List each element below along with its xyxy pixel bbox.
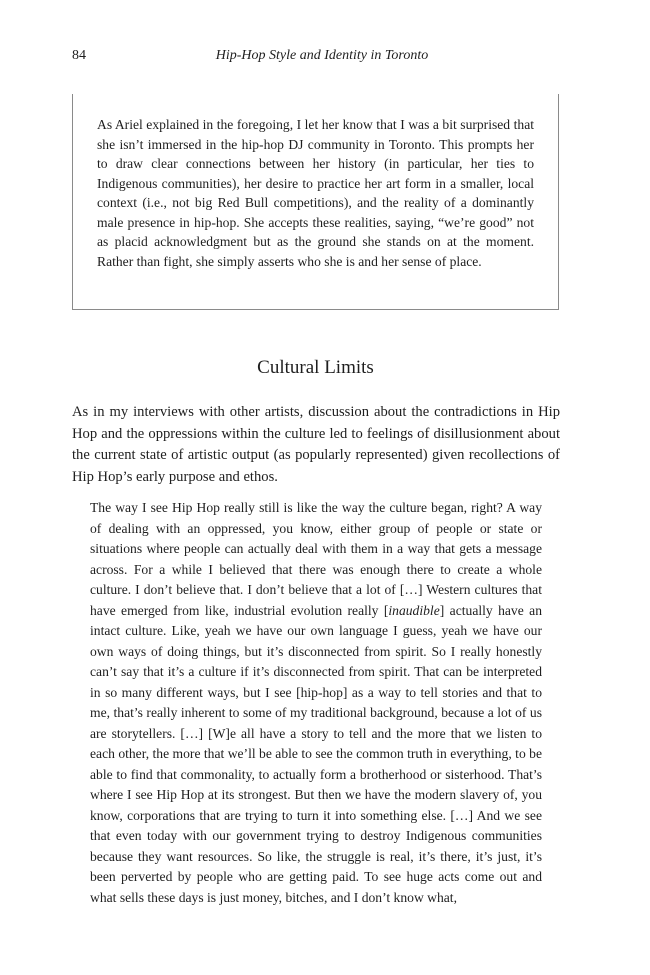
block-quote <box>90 498 542 908</box>
running-head <box>72 48 562 66</box>
section-heading: Cultural Limits <box>257 357 374 378</box>
running-title: Hip-Hop Style and Identity in Toronto <box>215 48 429 63</box>
quote-text-end: ] actually have an intact culture. Like, yeah we have our own language I guess, yeah we have our own ways of doing things, but it’s disconnected from spirit. So I really honestly can’t say that it’s a culture if it’s disconnected from spirit. That can be interpreted in so many different ways, but I see [hip-hop] as a way to tell stories and that to me, that’s really inherent to some of my traditional background, because a lot of us are storytellers. […] [W]e all have a story to tell and the more that we listen to each other, the more that we’ll be able to see the common truth in everything, to be able to find that commonality, to actually form a brotherhood or sisterhood. That’s where I see Hip Hop at its strongest. But then we have the modern slavery of, you know, corporations that are trying to turn it into something else. […] And we see that even today with our government trying to destroy Indigenous communities because they want resources. So like, the struggle is real, it’s there, it’s just, it’s been perverted by people who are getting paid. To see huge acts come out and what sells these days is just money, bitches, and I don’t know what, <box>90 602 542 905</box>
boxed-note <box>72 94 559 310</box>
quote-inaudible-note: inaudible <box>388 602 440 618</box>
body-paragraph: As in my interviews with other artists, discussion about the contradictions in Hip Hop and the oppressions within the culture led to feelings of disillusionment about the current state of artistic output (as popularly represented) given recollections of Hip Hop’s early purpose and ethos. <box>72 404 560 485</box>
quote-text-start: The way I see Hip Hop really still is like the way the culture began, right? A way of dealing with an oppressed, you know, either group of people or state or situations where people can actually deal with them in a way that gets a message across. For a while I believed that there was enough there to create a whole culture. I don’t believe that. I don’t believe that a lot of […] Western cultures that have emerged from like, industrial evolution really [ <box>90 500 542 618</box>
boxed-note-text: As Ariel explained in the foregoing, I let her know that I was a bit surprised that she isn’t immersed in the hip-hop DJ community in Toronto. This prompts her to draw clear connections between her history (in particular, her ties to Indigenous communities), her desire to practice her art form in a smaller, local context (i.e., not big Red Bull competitions), and the reality of a dominantly male presence in hip-hop. She accepts these realities, saying, “we’re good” not as placid acknowledgment but as the ground she stands on at the moment. Rather than fight, she simply asserts who she is and her sense of place. <box>97 117 534 269</box>
page-number: 84 <box>72 48 86 63</box>
